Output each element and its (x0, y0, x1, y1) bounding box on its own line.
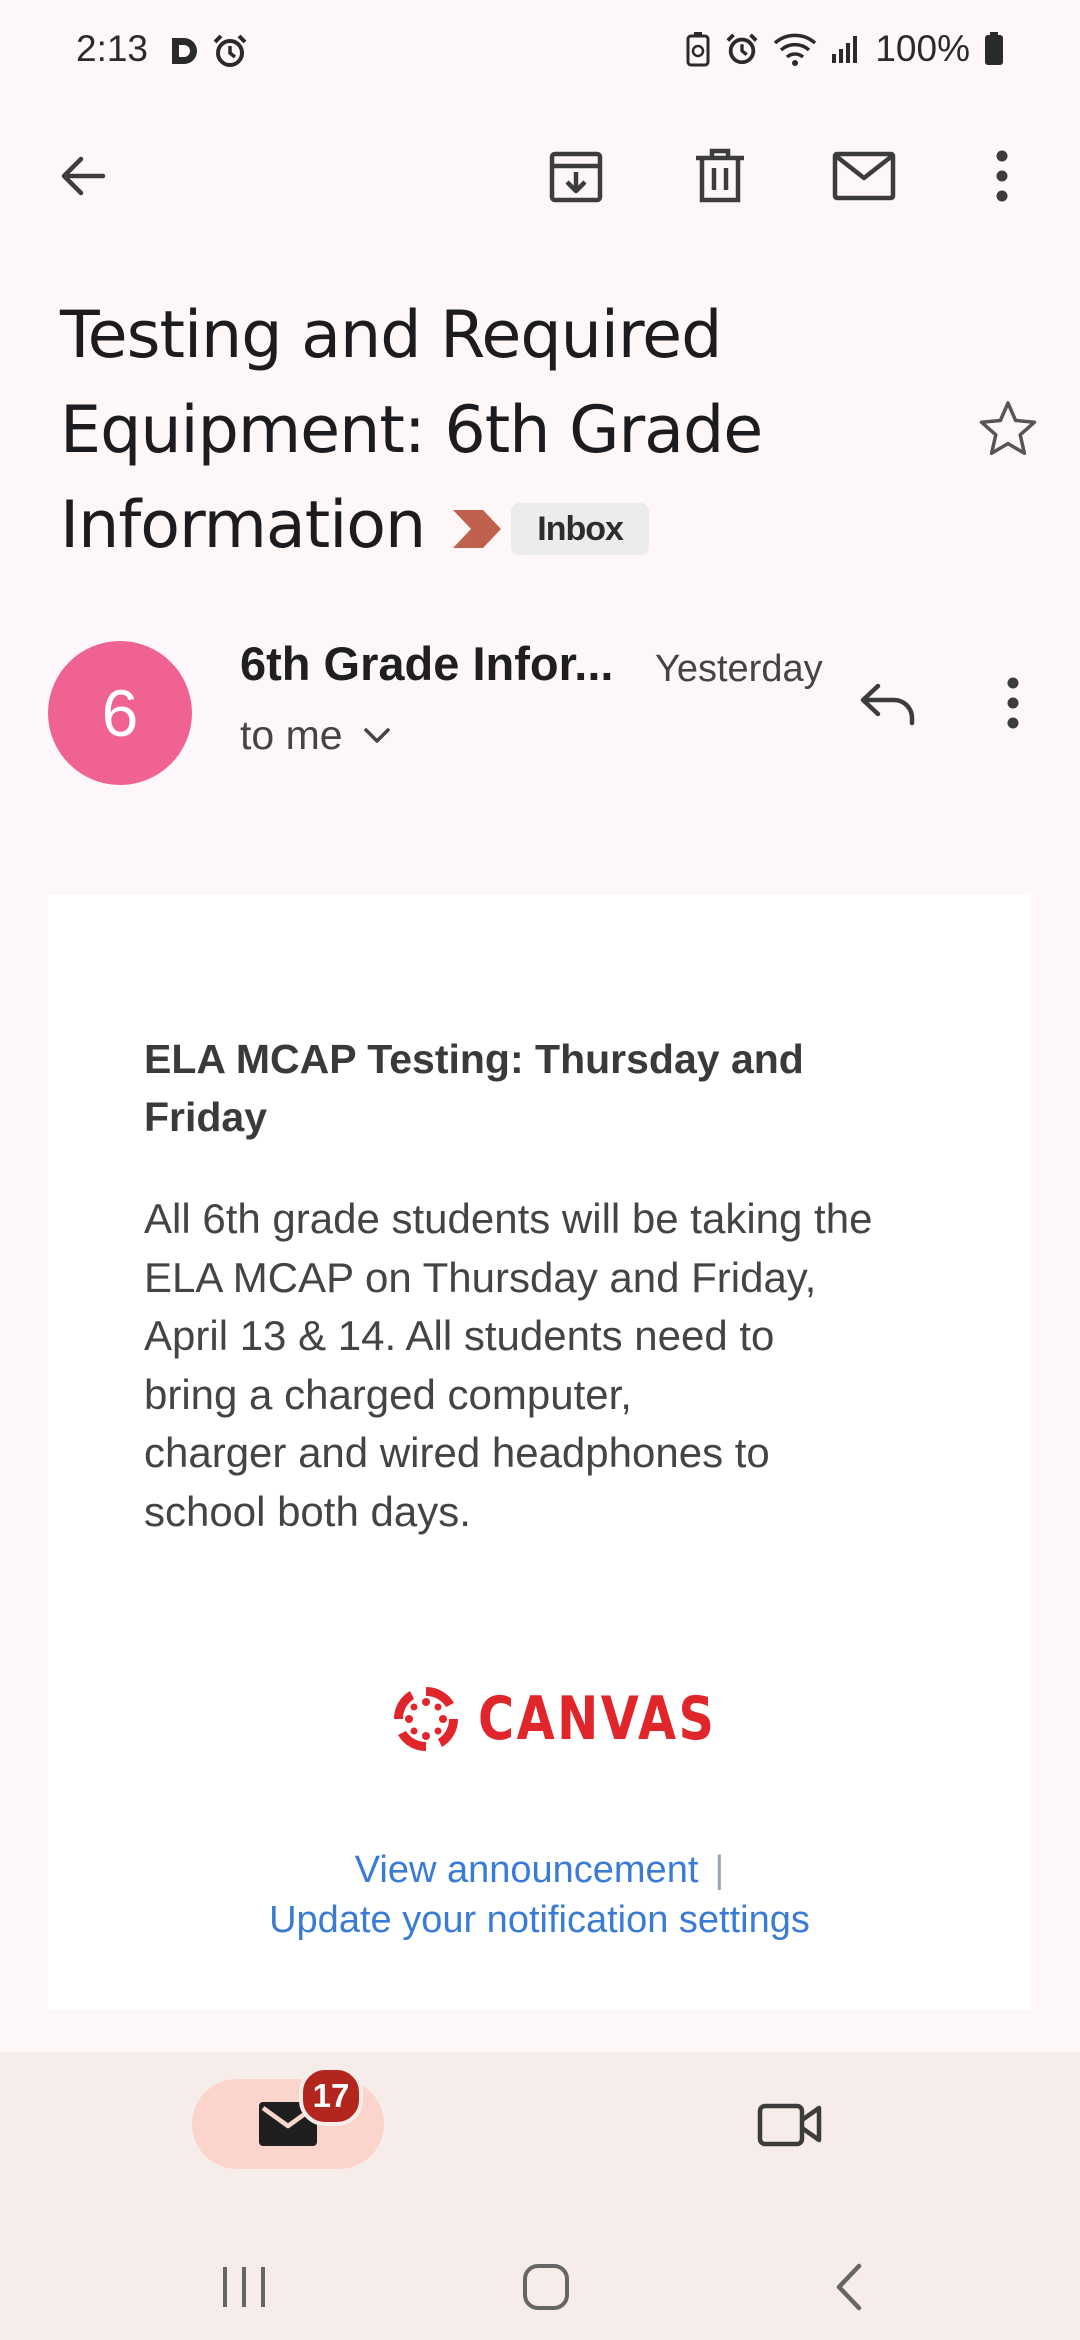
links-row (48, 1845, 1031, 1895)
back-arrow-icon (57, 150, 109, 202)
d-app-icon (168, 34, 202, 68)
heading-line: Friday (144, 1094, 268, 1140)
more-vert-icon (1005, 677, 1021, 729)
unread-count-badge: 17 (299, 2066, 363, 2126)
body-line: charger and wired headphones to (144, 1429, 770, 1476)
status-right-icons (685, 28, 1004, 70)
recipient-text: to me (240, 712, 343, 758)
canvas-logo-icon (388, 1681, 464, 1757)
reply-icon (858, 680, 918, 726)
heading-line: ELA MCAP Testing: Thursday and (144, 1036, 804, 1082)
email-subject (60, 288, 960, 573)
delete-button[interactable] (672, 128, 768, 224)
subject-line-last (60, 478, 960, 573)
wifi-icon (773, 31, 817, 67)
sender-avatar[interactable]: 6 (48, 641, 192, 785)
mark-unread-button[interactable] (816, 128, 912, 224)
delete-icon (692, 146, 748, 206)
system-back-icon (831, 2262, 865, 2312)
recent-apps-icon (219, 2264, 269, 2310)
canvas-logo (388, 1681, 769, 1757)
email-body-card (48, 895, 1031, 2010)
settings-link-row (48, 1895, 1031, 1945)
more-options-button[interactable] (954, 128, 1050, 224)
body-line: school both days. (144, 1487, 471, 1535)
system-back-button[interactable] (798, 2252, 898, 2322)
status-bar (0, 0, 1080, 104)
star-icon (978, 399, 1038, 457)
announcement-body (144, 1190, 984, 1541)
body-line: bring a charged computer, (144, 1370, 632, 1418)
inbox-label-chip[interactable]: Inbox (511, 503, 649, 555)
battery-icon (984, 32, 1004, 66)
link-separator: | (714, 1849, 725, 1891)
archive-button[interactable] (528, 128, 624, 224)
email-date: Yesterday (655, 648, 823, 690)
battery-saver-icon (685, 31, 711, 67)
body-line: All 6th grade students will be taking the (144, 1195, 873, 1242)
reply-button[interactable] (840, 655, 936, 751)
nav-meet-tab[interactable] (742, 2082, 838, 2166)
canvas-logo-text: CANVAS (478, 1684, 717, 1754)
alarm-icon (212, 33, 248, 69)
body-line: April 13 & 14. All students need to (144, 1312, 775, 1359)
important-marker-icon (451, 508, 503, 550)
star-button[interactable] (960, 380, 1056, 476)
subject-line: Testing and Required (60, 298, 722, 373)
status-left-icons (168, 33, 248, 69)
sender-name[interactable]: 6th Grade Infor... (240, 637, 614, 690)
body-line: ELA MCAP on Thursday and Friday, (144, 1253, 817, 1301)
home-icon (521, 2262, 571, 2312)
more-vert-icon (994, 150, 1010, 202)
chevron-down-icon (363, 727, 391, 745)
bottom-navigation (0, 2052, 1080, 2340)
archive-icon (546, 146, 606, 206)
signal-icon (831, 34, 861, 64)
home-button[interactable] (496, 2252, 596, 2322)
message-more-button[interactable] (965, 655, 1061, 751)
alarm-icon (725, 32, 759, 66)
notification-settings-link[interactable]: Update your notification settings (269, 1899, 810, 1941)
recent-apps-button[interactable] (194, 2252, 294, 2322)
video-icon (757, 2100, 823, 2148)
announcement-heading (144, 1030, 884, 1146)
back-button[interactable] (35, 128, 131, 224)
battery-percent: 100% (875, 28, 970, 69)
view-announcement-link[interactable]: View announcement (354, 1849, 699, 1891)
mark-unread-icon (832, 150, 896, 202)
recipient-toggle[interactable] (240, 712, 391, 759)
subject-line: Equipment: 6th Grade (60, 393, 763, 468)
status-time: 2:13 (76, 28, 149, 69)
subject-text: Information (60, 488, 426, 563)
